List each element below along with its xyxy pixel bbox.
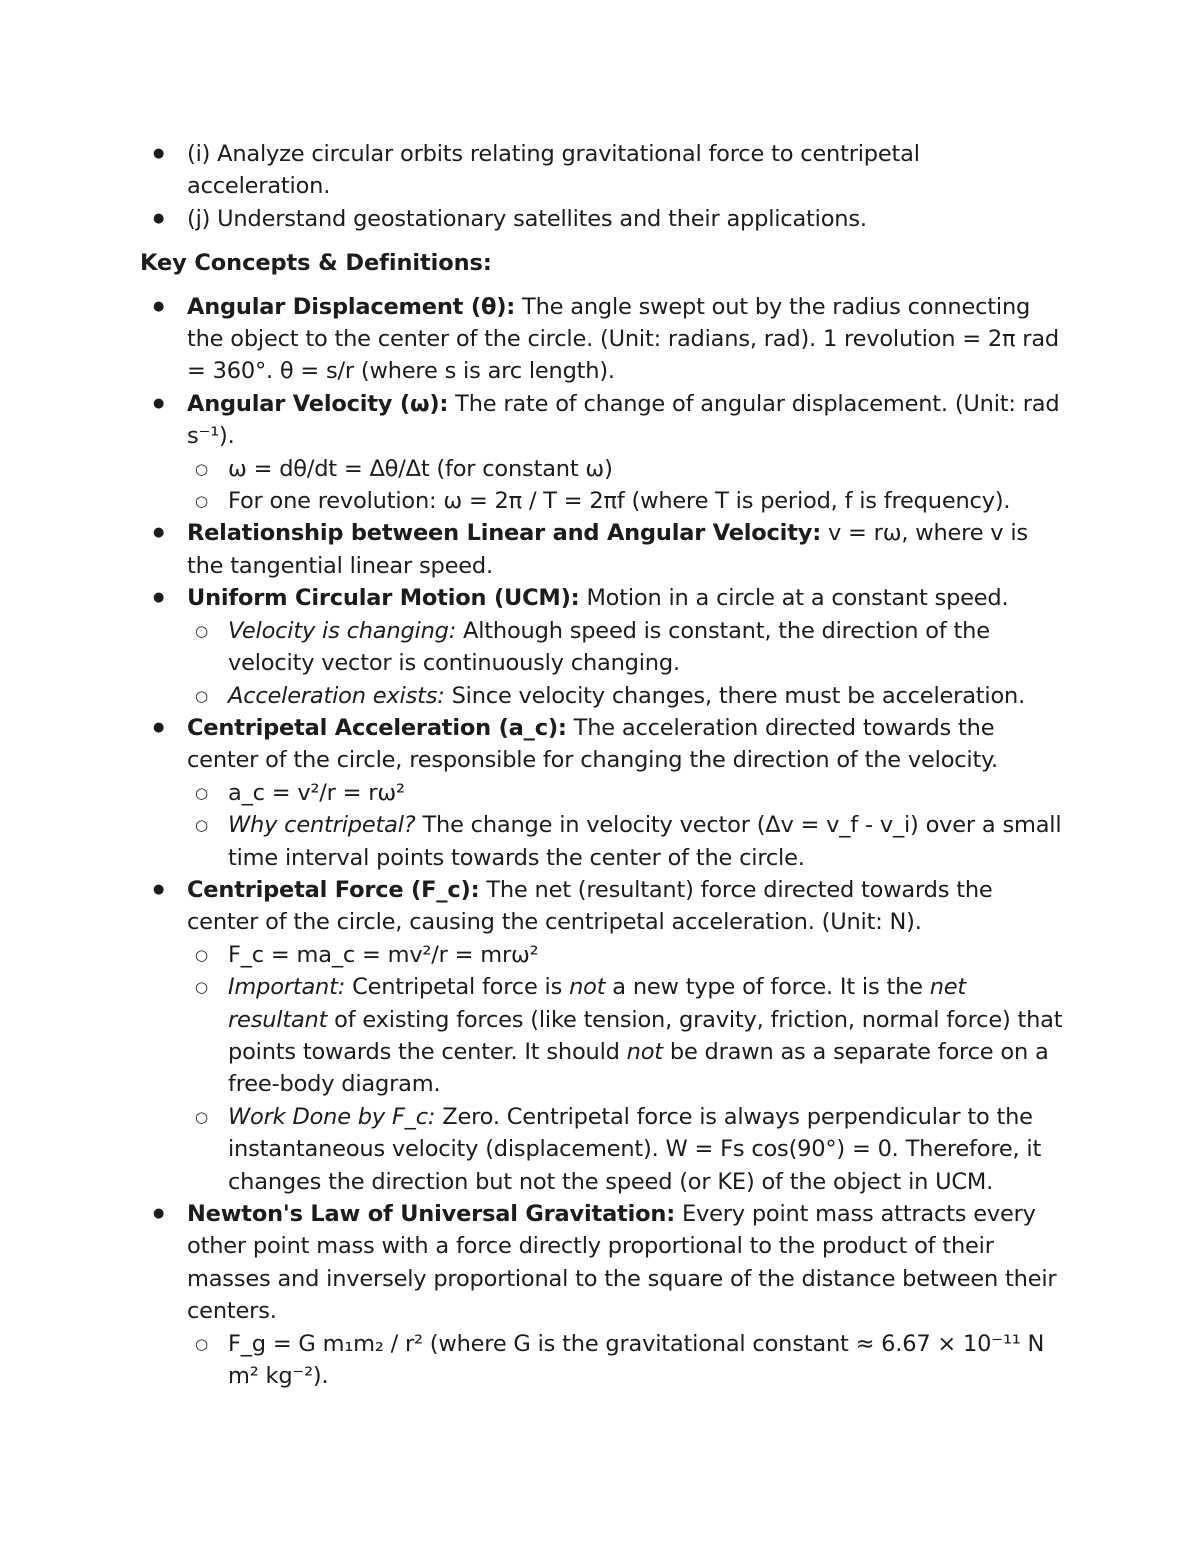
sub-item-text: a new type of force. It is the xyxy=(605,974,930,1001)
concept-term: Relationship between Linear and Angular Velocity: xyxy=(187,520,822,547)
concepts-list xyxy=(140,291,1065,1393)
sub-item: ○ For one revolution: ω = 2π / T = 2πf (where T is period, f is frequency). xyxy=(187,485,1065,517)
concept-text: The acceleration directed towards the center of the circle, responsible for changing the direction of the velocity. xyxy=(187,714,998,774)
sub-item-formula: ○ F_c = ma_c = mv²/r = mrω² xyxy=(187,939,1065,971)
concept-term: Newton's Law of Universal Gravitation: xyxy=(187,1201,675,1227)
sub-item-text: Although speed is constant, the direction of the velocity vector is continuously changing. xyxy=(228,617,990,677)
objectives-list xyxy=(140,138,1065,235)
concept-term: Centripetal Force (F_c): xyxy=(187,876,480,903)
sub-item-emphasis: Acceleration exists: xyxy=(228,682,445,709)
emphasis-net-resultant: net resultant xyxy=(228,974,967,1033)
sub-item-text: be drawn as a separate force on a free-body diagram. xyxy=(228,1038,1049,1098)
sub-item xyxy=(187,1101,1065,1198)
objective-item-j: ● (j) Understand geostationary satellites and their applications. xyxy=(140,203,1065,235)
concept-text: Motion in a circle at a constant speed. xyxy=(579,585,1009,612)
sub-item xyxy=(187,680,1065,712)
concept-angular-displacement xyxy=(140,291,1065,388)
concept-universal-gravitation xyxy=(140,1198,1065,1392)
concept-centripetal-acceleration xyxy=(140,712,1065,874)
concept-text: The net (resultant) force directed towards the center of the circle, causing the centripetal acceleration. (Unit: N). xyxy=(187,876,993,936)
emphasis-not: not xyxy=(569,974,606,1001)
concept-text: v = rω, where v is the tangential linear speed. xyxy=(187,520,1028,579)
document-page xyxy=(140,138,1065,1392)
sub-item xyxy=(187,971,1065,1101)
sub-item-formula: ○ F_g = G m₁m₂ / r² (where G is the gravitational constant ≈ 6.67 × 10⁻¹¹ N m² kg⁻²). xyxy=(187,1328,1065,1393)
concept-text: Every point mass attracts every other point mass with a force directly proportional to the product of their masses and inversely proportional to the square of the distance between their centers. xyxy=(187,1201,1057,1325)
concept-text: The angle swept out by the radius connecting the object to the center of the circle. (Unit: radians, rad). 1 revolution = 2π rad = 360°. θ = s/r (where s is arc length). xyxy=(187,293,1059,385)
concept-term: Angular Velocity (ω): xyxy=(187,390,449,417)
sub-item: ○ ω = dθ/dt = Δθ/Δt (for constant ω) xyxy=(187,453,1065,485)
sub-item-formula: ○ a_c = v²/r = rω² xyxy=(187,777,1065,809)
sub-list xyxy=(187,939,1065,1198)
sub-list xyxy=(187,453,1065,518)
sub-item xyxy=(187,809,1065,874)
concept-ucm xyxy=(140,582,1065,712)
emphasis-not: not xyxy=(626,1038,663,1065)
objective-item-i: ● (i) Analyze circular orbits relating gravitational force to centripetal acceleration. xyxy=(140,138,1065,203)
sub-item-text: Centripetal force is xyxy=(345,974,570,1001)
sub-item xyxy=(187,615,1065,680)
sub-item-text: Zero. Centripetal force is always perpendicular to the instantaneous velocity (displacement). W = Fs cos(90°) = 0. Therefore, it changes the direction but not the speed (or KE) of the object in UCM. xyxy=(228,1103,1042,1195)
sub-list xyxy=(187,777,1065,874)
concept-term: Centripetal Acceleration (a_c): xyxy=(187,714,567,741)
sub-item-emphasis: Why centripetal? xyxy=(228,812,416,839)
concept-text: The rate of change of angular displacement. (Unit: rad s⁻¹). xyxy=(187,390,1060,450)
section-heading: Key Concepts & Definitions: xyxy=(140,250,492,277)
concept-term: Uniform Circular Motion (UCM): xyxy=(187,585,580,612)
sub-item-text: Since velocity changes, there must be acceleration. xyxy=(444,682,1026,709)
sub-list xyxy=(187,615,1065,712)
concept-linear-angular-relationship xyxy=(140,517,1065,582)
sub-item-emphasis: Work Done by F_c: xyxy=(228,1103,436,1130)
sub-item-text: of existing forces (like tension, gravity, friction, normal force) that points towards the center. It should xyxy=(228,1006,1063,1065)
concept-term: Angular Displacement (θ): xyxy=(187,293,516,320)
sub-list xyxy=(187,1328,1065,1393)
concept-angular-velocity xyxy=(140,388,1065,518)
sub-item-text: The change in velocity vector (Δv = v_f - v_i) over a small time interval points towards the center of the circle. xyxy=(228,812,1062,871)
sub-item-emphasis: Important: xyxy=(228,974,346,1001)
concept-centripetal-force xyxy=(140,874,1065,1198)
sub-item-emphasis: Velocity is changing: xyxy=(228,617,457,644)
